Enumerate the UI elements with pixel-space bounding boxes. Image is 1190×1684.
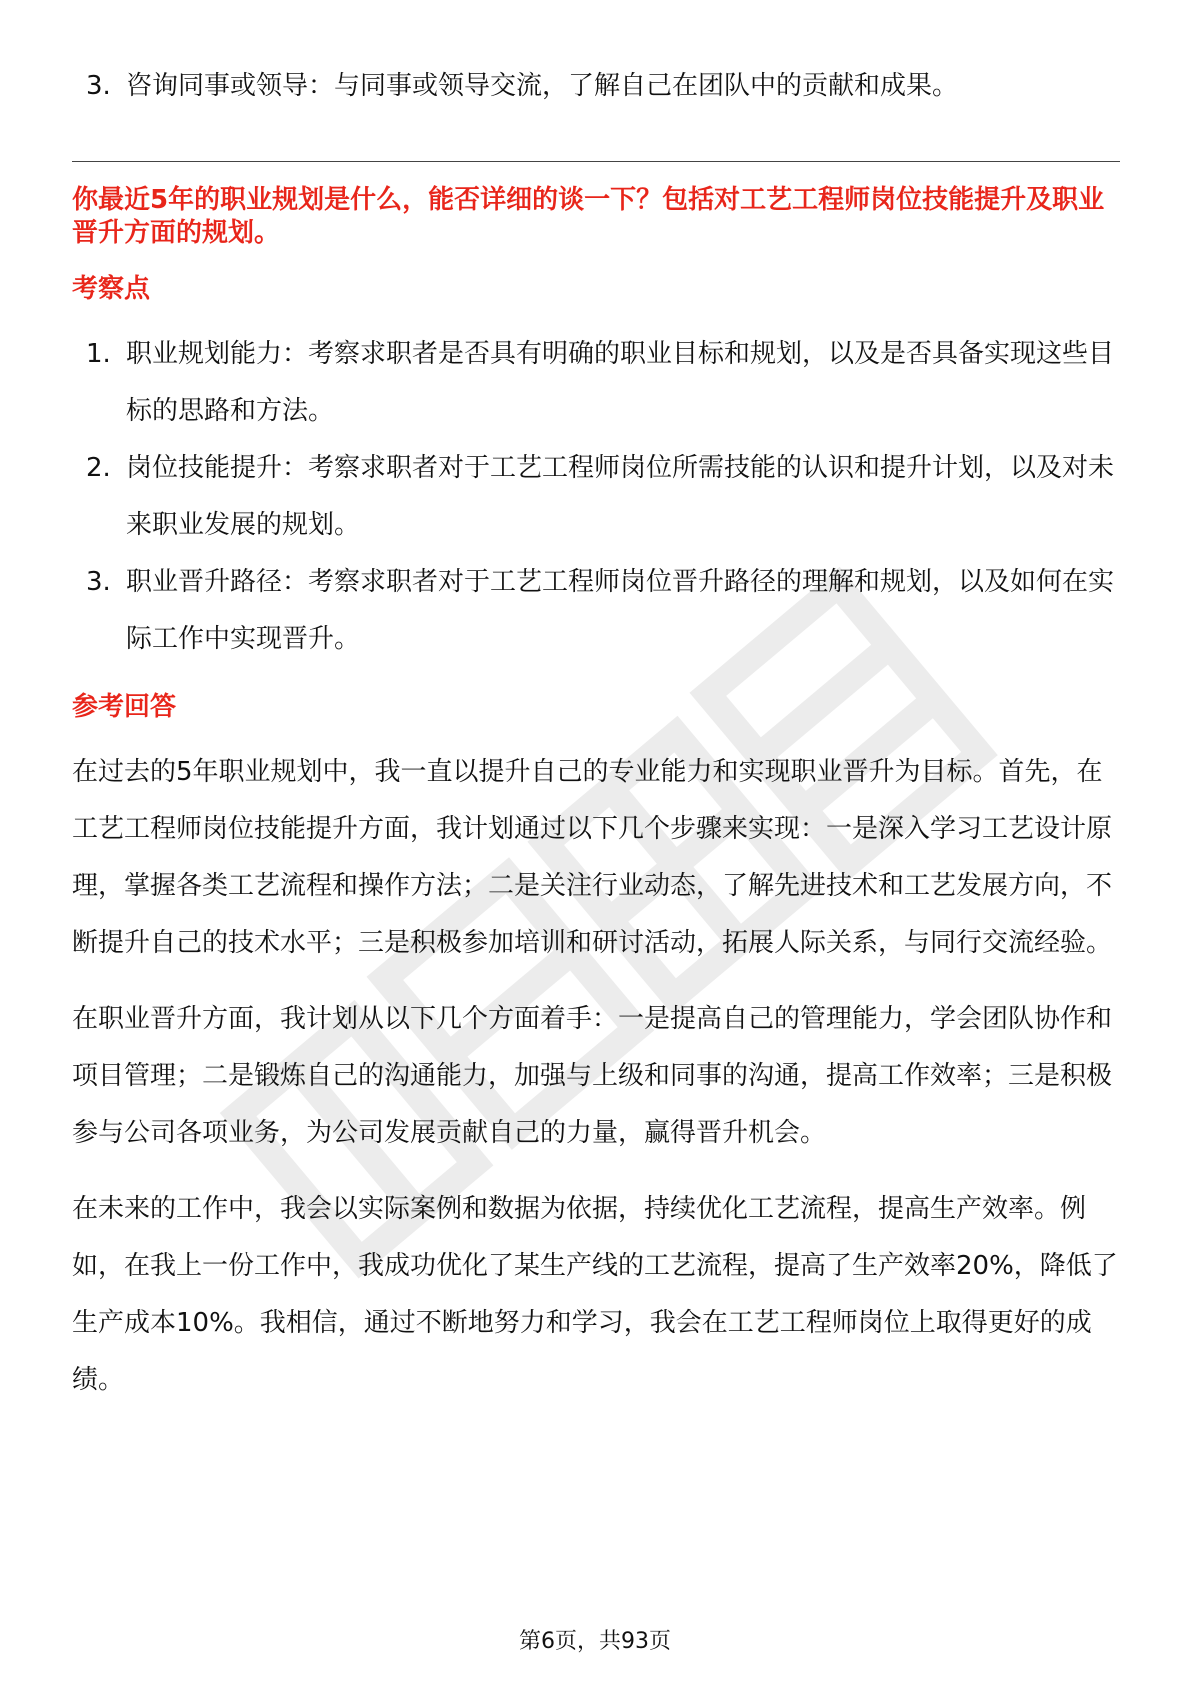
examination-item — [72, 440, 1120, 554]
answer-paragraph: 在过去的5年职业规划中，我一直以提升自己的专业能力和实现职业晋升为目标。首先，在工艺工程师岗位技能提升方面，我计划通过以下几个步骤来实现：一是深入学习工艺设计原理，掌握各类工艺流程和操作方法；二是关注行业动态，了解先进技术和工艺发展方向，不断提升自己的技术水平；三是积极参加培训和研讨活动，拓展人际关系，与同行交流经验。 — [72, 757, 1113, 958]
list-text: 职业规划能力：考察求职者是否具有明确的职业目标和规划，以及是否具备实现这些目标的思路和方法。 — [126, 339, 1115, 426]
examination-item — [72, 326, 1120, 440]
answer-heading: 参考回答 — [72, 692, 177, 722]
page-footer: 第6页，共93页 — [519, 1629, 671, 1654]
list-number: 3. — [86, 567, 111, 597]
section-divider — [72, 161, 1120, 162]
answer-paragraph: 在未来的工作中，我会以实际案例和数据为依据，持续优化工艺流程，提高生产效率。例如，在我上一份工作中，我成功优化了某生产线的工艺流程，提高了生产效率20%，降低了生产成本10%。我相信，通过不断地努力和学习，我会在工艺工程师岗位上取得更好的成绩。 — [72, 1194, 1118, 1395]
list-number: 3. — [86, 71, 111, 101]
list-number: 2. — [86, 453, 111, 483]
list-text: 岗位技能提升：考察求职者对于工艺工程师岗位所需技能的认识和提升计划，以及对未来职业发展的规划。 — [126, 453, 1115, 540]
top-list-item — [72, 58, 1120, 115]
list-number: 1. — [86, 339, 111, 369]
list-text: 咨询同事或领导：与同事或领导交流，了解自己在团队中的贡献和成果。 — [126, 71, 959, 101]
list-text: 职业晋升路径：考察求职者对于工艺工程师岗位晋升路径的理解和规划，以及如何在实际工作中实现晋升。 — [126, 567, 1115, 654]
content — [72, 58, 1120, 1409]
examination-heading: 考察点 — [72, 274, 151, 304]
question-title: 你最近5年的职业规划是什么，能否详细的谈一下？包括对工艺工程师岗位技能提升及职业晋升方面的规划。 — [72, 185, 1105, 248]
examination-list — [72, 326, 1120, 668]
answer-paragraph: 在职业晋升方面，我计划从以下几个方面着手：一是提高自己的管理能力，学会团队协作和项目管理；二是锻炼自己的沟通能力，加强与上级和同事的沟通，提高工作效率；三是积极参与公司各项业务，为公司发展贡献自己的力量，赢得晋升机会。 — [72, 1004, 1113, 1148]
examination-item — [72, 554, 1120, 668]
